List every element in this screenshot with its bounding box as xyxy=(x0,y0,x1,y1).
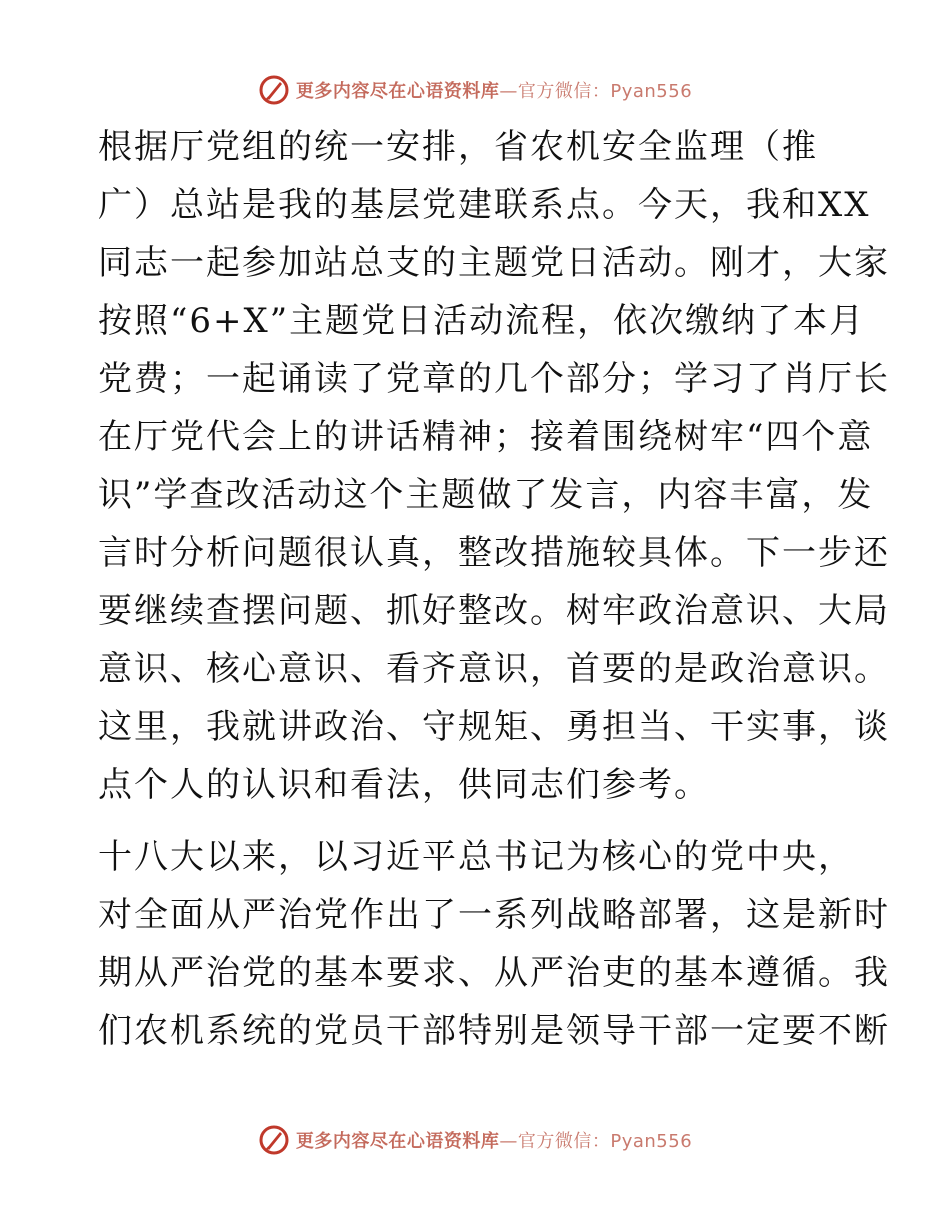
watermark-contact: —官方微信：Pyan556 xyxy=(499,81,693,102)
text-line: 根据厅党组的统一安排，省农机安全监理（推 xyxy=(98,127,818,167)
feather-logo-icon xyxy=(258,74,290,106)
text-line: 党费；一起诵读了党章的几个部分；学习了肖厅长 xyxy=(98,359,890,399)
text-line: 这里，我就讲政治、守规矩、勇担当、干实事，谈 xyxy=(98,707,890,747)
document-body xyxy=(98,118,890,1074)
paragraph-1 xyxy=(98,118,890,814)
watermark-text xyxy=(296,77,692,103)
watermark-text xyxy=(296,1127,692,1153)
text-line: 广）总站是我的基层党建联系点。今天，我和XX xyxy=(98,185,871,225)
text-line: 识”学查改活动这个主题做了发言，内容丰富，发 xyxy=(98,475,874,515)
feather-logo-icon xyxy=(258,1124,290,1156)
text-line: 按照“6+X”主题党日活动流程，依次缴纳了本月 xyxy=(98,301,866,341)
text-line: 十八大以来，以习近平总书记为核心的党中央， xyxy=(98,837,854,877)
text-line: 意识、核心意识、看齐意识，首要的是政治意识。 xyxy=(98,649,890,689)
text-line: 们农机系统的党员干部特别是领导干部一定要不断 xyxy=(98,1011,890,1051)
watermark-contact: —官方微信：Pyan556 xyxy=(499,1131,693,1152)
paragraph-2 xyxy=(98,828,890,1060)
watermark-brand: 更多内容尽在心语资料库 xyxy=(295,1131,500,1152)
footer-watermark-banner xyxy=(0,1120,950,1160)
text-line: 在厅党代会上的讲话精神；接着围绕树牢“四个意 xyxy=(98,417,874,457)
text-line: 要继续查摆问题、抓好整改。树牢政治意识、大局 xyxy=(98,591,890,631)
text-line: 对全面从严治党作出了一系列战略部署，这是新时 xyxy=(98,895,890,935)
watermark-brand: 更多内容尽在心语资料库 xyxy=(295,81,500,102)
text-line: 期从严治党的基本要求、从严治吏的基本遵循。我 xyxy=(98,953,890,993)
text-line: 言时分析问题很认真，整改措施较具体。下一步还 xyxy=(98,533,890,573)
header-watermark-banner xyxy=(0,70,950,110)
text-line: 点个人的认识和看法，供同志们参考。 xyxy=(98,765,710,805)
text-line: 同志一起参加站总支的主题党日活动。刚才，大家 xyxy=(98,243,890,283)
